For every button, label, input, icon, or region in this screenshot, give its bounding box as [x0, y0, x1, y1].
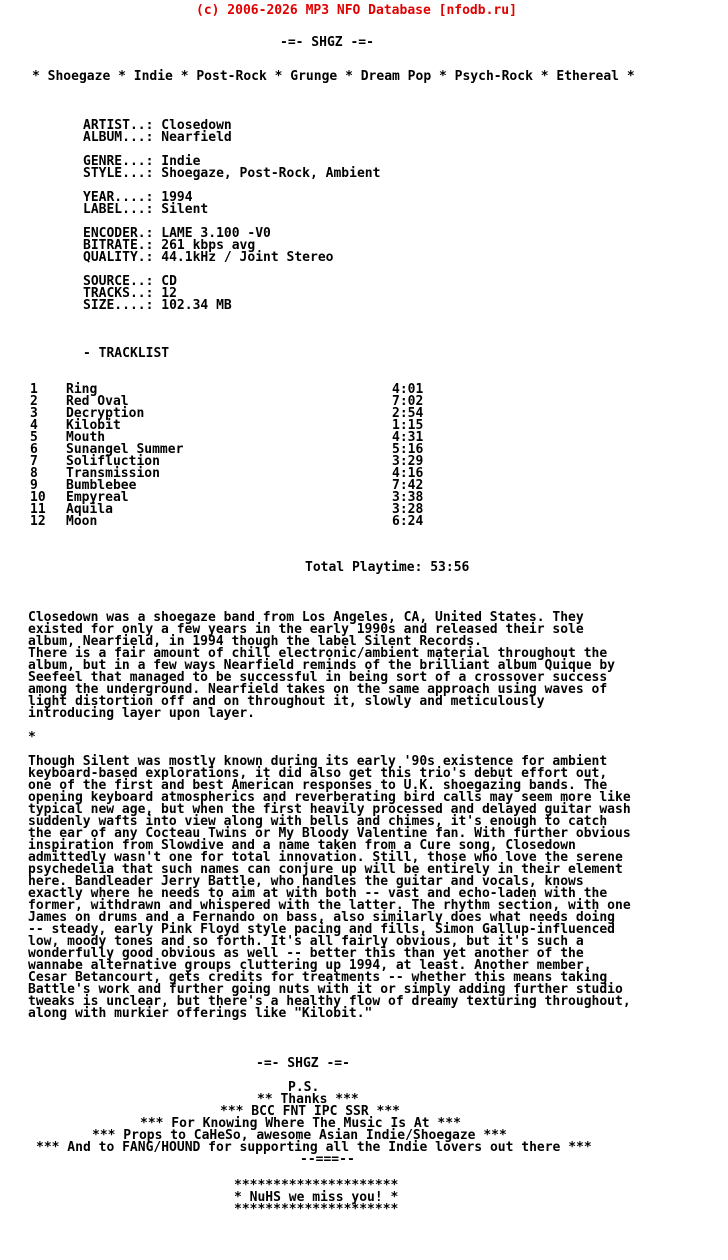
review-line: tweaks is unclear, but there's a healthy flow of dreamy texturing throughout,	[28, 994, 631, 1009]
track-title: Ring	[66, 382, 98, 397]
info-label: BITRATE.:	[83, 238, 154, 253]
info-row	[83, 204, 728, 216]
info-value: Silent	[161, 202, 209, 217]
info-group	[83, 192, 728, 216]
review-line: low, moody tones and so forth. It's all fairly obvious, but it's such a	[28, 934, 584, 949]
info-label: GENRE...:	[83, 154, 154, 169]
section-banner-bottom: -=- SHGZ -=-	[256, 1056, 350, 1071]
info-label: ALBUM...:	[83, 130, 154, 145]
track-title: Bumblebee	[66, 478, 137, 493]
nuhs-box	[0, 1180, 728, 1216]
review-line: Closedown was a shoegaze band from Los Angeles, CA, United States. They	[28, 610, 584, 625]
track-duration: 6:24	[392, 514, 424, 529]
track-duration: 3:28	[392, 502, 424, 517]
box-line: * NuHS we miss you! *	[234, 1190, 399, 1205]
review-line: There is a fair amount of chill electronic/ambient material throughout the	[28, 646, 608, 661]
track-number: 12	[30, 514, 46, 529]
review-line: Cesar Betancourt, gets credits for treatments -- whether this means taking	[28, 970, 608, 985]
track-title: Decryption	[66, 406, 145, 421]
tracklist	[0, 384, 728, 528]
review-line: album, Nearfield, in 1994 though the label Silent Records.	[28, 634, 482, 649]
genre-tags-line: * Shoegaze * Indie * Post-Rock * Grunge * Dream Pop * Psych-Rock * Ethereal *	[32, 69, 635, 84]
info-label: ENCODER.:	[83, 226, 154, 241]
info-row	[83, 300, 728, 312]
track-number: 10	[30, 490, 46, 505]
info-label: STYLE...:	[83, 166, 154, 181]
track-row	[0, 420, 728, 432]
track-number: 1	[30, 382, 38, 397]
info-group	[83, 120, 728, 144]
track-duration: 4:16	[392, 466, 424, 481]
review-line: James on drums and a Fernando on bass, also similarly does what needs doing	[28, 910, 615, 925]
review-line: wannabe alternative groups cluttering up 1994, at least. Another member,	[28, 958, 592, 973]
review-line: existed for only a few years in the early 1990s and released their sole	[28, 622, 584, 637]
review-line: Battle's work and further going nuts with it or simply adding further studio	[28, 982, 623, 997]
review-line: suddenly wafts into view along with bells and chimes, it's enough to catch	[28, 814, 608, 829]
box-line: *********************	[234, 1202, 399, 1217]
review-line: Though Silent was mostly known during its early '90s existence for ambient	[28, 754, 608, 769]
footer-divider: --===--	[300, 1152, 355, 1167]
track-duration: 3:38	[392, 490, 424, 505]
box-line: *********************	[234, 1178, 399, 1193]
thanks-line: ** Thanks ***	[257, 1092, 359, 1107]
review-line: admittedly wasn't one for total innovation. Still, those who love the serene	[28, 850, 623, 865]
info-row	[83, 168, 728, 180]
track-duration: 7:42	[392, 478, 424, 493]
copyright-line: (c) 2006-2026 MP3 NFO Database [nfodb.ru]	[196, 3, 517, 18]
review-line: light distortion off and on throughout it, slowly and meticulously	[28, 694, 545, 709]
thanks-line: *** And to FANG/HOUND for supporting all the Indie lovers out there ***	[36, 1140, 592, 1155]
review-line: along with murkier offerings like "Kilobit."	[28, 1006, 373, 1021]
track-title: Aquila	[66, 502, 113, 517]
info-label: YEAR....:	[83, 190, 154, 205]
review-line: opening keyboard atmospherics and reverberating bird calls may seem more like	[28, 790, 631, 805]
info-row	[83, 276, 728, 288]
info-value: 102.34 MB	[161, 298, 232, 313]
review-line: exactly where he needs to aim at with both -- vast and echo-laden with the	[28, 886, 608, 901]
info-label: ARTIST..:	[83, 118, 154, 133]
review-line: the ear of any Cocteau Twins or My Bloody Valentine fan. With further obvious	[28, 826, 631, 841]
section-banner-top: -=- SHGZ -=-	[280, 35, 374, 50]
track-title: Sunangel Summer	[66, 442, 184, 457]
info-label: SOURCE..:	[83, 274, 154, 289]
info-value: Shoegaze, Post-Rock, Ambient	[161, 166, 381, 181]
info-row	[83, 252, 728, 264]
info-value: CD	[161, 274, 177, 289]
info-value: 12	[161, 286, 177, 301]
review-line: typical new age, but when the first heavily processed and delayed guitar wash	[28, 802, 631, 817]
info-label: QUALITY.:	[83, 250, 154, 265]
ps-line: P.S.	[288, 1080, 320, 1095]
info-group	[83, 276, 728, 312]
tracklist-heading: - TRACKLIST	[83, 346, 170, 361]
thanks-line: *** BCC FNT IPC SSR ***	[220, 1104, 401, 1119]
thanks-line: *** For Knowing Where The Music Is At ***	[140, 1116, 461, 1131]
track-duration: 2:54	[392, 406, 424, 421]
info-group	[83, 228, 728, 264]
track-number: 7	[30, 454, 38, 469]
track-number: 9	[30, 478, 38, 493]
track-title: Mouth	[66, 430, 106, 445]
track-row	[0, 516, 728, 528]
track-title: Red Oval	[66, 394, 129, 409]
review-line: one of the first and best American responses to U.K. shoegazing bands. The	[28, 778, 608, 793]
track-number: 6	[30, 442, 38, 457]
track-duration: 7:02	[392, 394, 424, 409]
info-value: 1994	[161, 190, 193, 205]
review-line: here. Bandleader Jerry Battle, who handles the guitar and vocals, knows	[28, 874, 584, 889]
track-title: Empyreal	[66, 490, 129, 505]
info-group	[83, 156, 728, 180]
review-line: psychedelia that such names can conjure up will be entirely in their element	[28, 862, 623, 877]
review-line: wonderfully good obvious as well -- better this than yet another of the	[28, 946, 584, 961]
track-duration: 1:15	[392, 418, 424, 433]
track-number: 5	[30, 430, 38, 445]
thanks-block	[0, 1094, 728, 1154]
review-line: former, withdrawn and whispered with the latter. The rhythm section, with one	[28, 898, 631, 913]
info-row	[83, 132, 728, 144]
info-value: 44.1kHz / Joint Stereo	[161, 250, 334, 265]
track-title: Kilobit	[66, 418, 121, 433]
release-info-block	[83, 120, 728, 312]
review-line: introducing layer upon layer.	[28, 706, 255, 721]
review-line: album, but in a few ways Nearfield reminds of the brilliant album Quique by	[28, 658, 615, 673]
review-separator: *	[28, 730, 36, 745]
track-title: Transmission	[66, 466, 160, 481]
info-value: Indie	[161, 154, 201, 169]
total-playtime: Total Playtime: 53:56	[305, 560, 470, 575]
review-line: inspiration from Slowdive and a name taken from a Cure song, Closedown	[28, 838, 576, 853]
review-line: keyboard-based explorations, it did also get this trio's debut effort out,	[28, 766, 608, 781]
track-number: 11	[30, 502, 46, 517]
track-number: 3	[30, 406, 38, 421]
track-title: Moon	[66, 514, 98, 529]
review-line: among the underground. Nearfield takes on the same approach using waves of	[28, 682, 608, 697]
track-number: 2	[30, 394, 38, 409]
info-value: Nearfield	[161, 130, 232, 145]
review-line: -- steady, early Pink Floyd style pacing and fills, Simon Gallup-influenced	[28, 922, 615, 937]
info-value: LAME 3.100 -V0	[161, 226, 271, 241]
info-label: LABEL...:	[83, 202, 154, 217]
track-number: 4	[30, 418, 38, 433]
track-number: 8	[30, 466, 38, 481]
track-duration: 5:16	[392, 442, 424, 457]
review-paragraph-2	[0, 756, 728, 1020]
track-duration: 4:31	[392, 430, 424, 445]
info-label: TRACKS..:	[83, 286, 154, 301]
info-label: SIZE....:	[83, 298, 154, 313]
review-line: Seefeel that managed to be successful in being sort of a crossover success	[28, 670, 608, 685]
track-duration: 4:01	[392, 382, 424, 397]
track-title: Solifluction	[66, 454, 160, 469]
track-row	[0, 504, 728, 516]
info-value: Closedown	[161, 118, 232, 133]
thanks-line: *** Props to CaHeSo, awesome Asian Indie/Shoegaze ***	[92, 1128, 507, 1143]
info-value: 261 kbps avg	[161, 238, 256, 253]
track-duration: 3:29	[392, 454, 424, 469]
review-paragraph-1	[0, 612, 728, 720]
